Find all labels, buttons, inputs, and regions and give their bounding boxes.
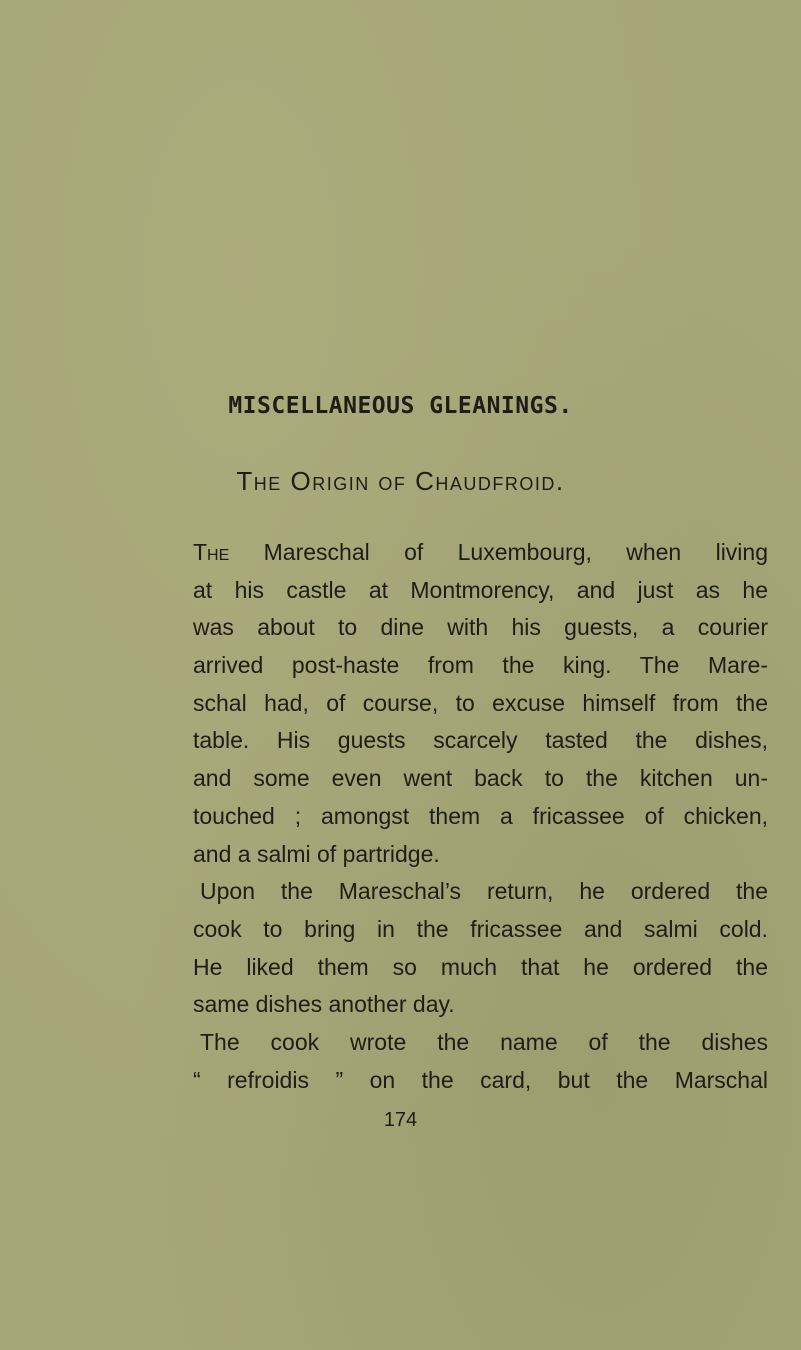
text-line: The Mareschal of Luxembourg, when living [193, 539, 768, 565]
text-line: and a salmi of partridge. [193, 840, 440, 867]
lead-word: The [193, 539, 230, 565]
text-line: and some even went back to the kitchen un- [193, 765, 768, 792]
body-text [193, 534, 768, 1099]
text-line: was about to dine with his guests, a courier [193, 614, 768, 641]
text-line: table. His guests scarcely tasted the dishes, [193, 727, 768, 754]
text-line: He liked them so much that he ordered the [193, 953, 768, 980]
text-line: schal had, of course, to excuse himself from the [193, 689, 768, 716]
text-line: cook to bring in the fricassee and salmi cold. [193, 915, 768, 942]
text-line: arrived post-haste from the king. The Mare- [193, 652, 768, 679]
running-head: MISCELLANEOUS GLEANINGS. [228, 393, 573, 419]
text-line: The cook wrote the name of the dishes [200, 1028, 768, 1055]
text-line: “ refroidis ” on the card, but the Marschal [193, 1066, 768, 1093]
text-line: at his castle at Montmorency, and just as he [193, 576, 768, 603]
chapter-title: The Origin of Chaudfroid. [236, 466, 565, 496]
text-line: same dishes another day. [193, 991, 455, 1018]
text-line: Upon the Mareschal’s return, he ordered the [200, 878, 768, 905]
text-line: touched ; amongst them a fricassee of chicken, [193, 802, 768, 829]
page-number: 174 [383, 1109, 418, 1131]
